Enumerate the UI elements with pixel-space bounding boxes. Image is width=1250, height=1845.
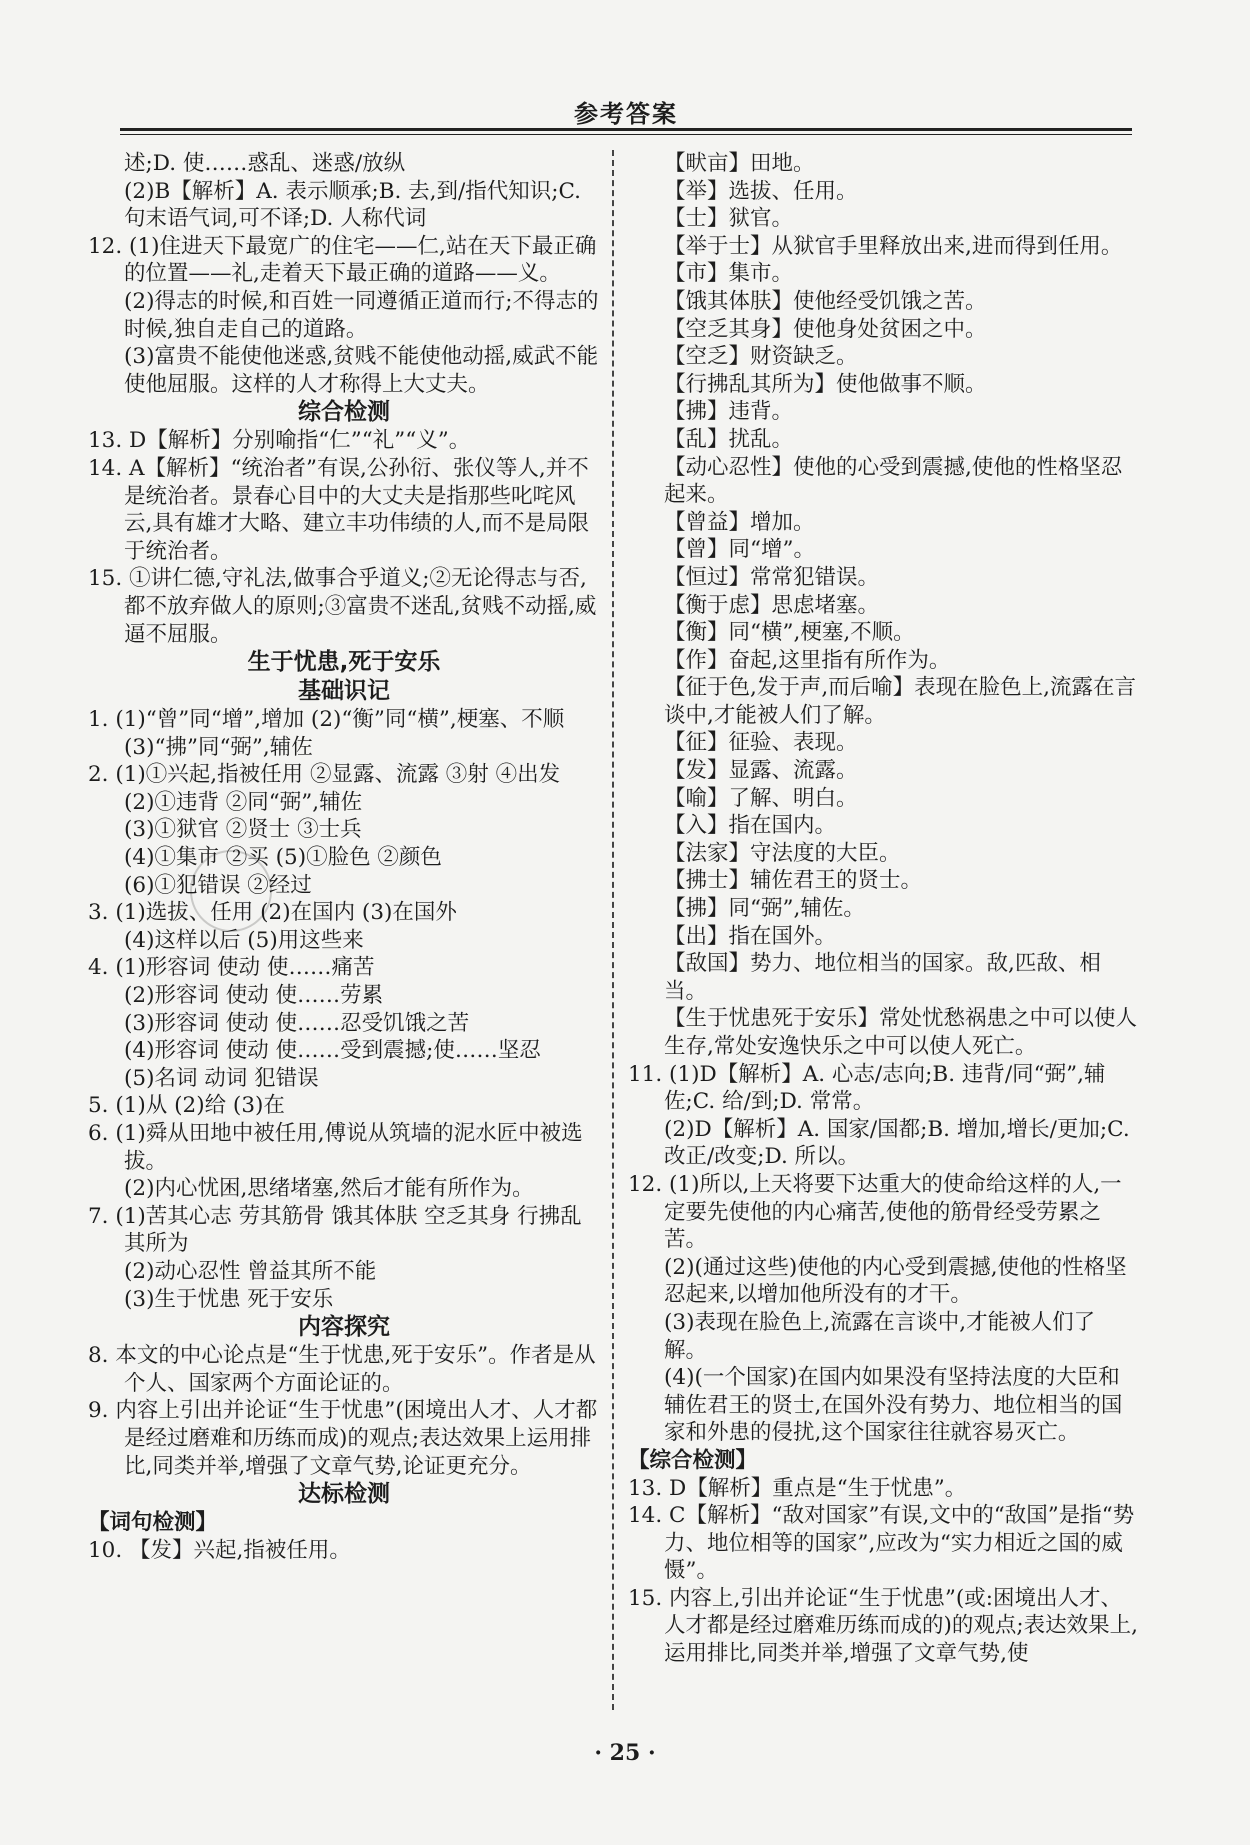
answer-item: 2. (1)①兴起,指被任用 ②显露、流露 ③射 ④出发 [88, 762, 561, 788]
answer-subitem: 【恒过】常常犯错误。 [664, 564, 880, 590]
answer-subitem: 【空乏】财资缺乏。 [664, 344, 858, 370]
answer-subitem: 【入】指在国内。 [664, 813, 837, 839]
answer-item: 15. ①讲仁德,守礼法,做事合乎道义;②无论得志与否,都不放弃做人的原则;③富贵不迷乱,贫贱不动摇,威逼不屈服。 [88, 566, 597, 647]
answer-subitem: 【拂】违背。 [664, 399, 794, 425]
answer-subitem: 【行拂乱其所为】使他做事不顺。 [664, 371, 987, 397]
answer-item: 4. (1)形容词 使动 使……痛苦 [88, 955, 375, 981]
answer-subitem: (3)“拂”同“弼”,辅佐 [124, 734, 313, 760]
section-heading: 综合检测 [298, 399, 390, 426]
answer-item: 10. 【发】兴起,指被任用。 [88, 1537, 351, 1563]
answer-subitem: 【衡】同“横”,梗塞,不顺。 [664, 620, 915, 646]
gloss-item: 【生于忧患死于安乐】常处忧愁祸患之中可以使人生存,常处安逸快乐之中可以使人死亡。 [664, 1006, 1138, 1059]
header-title: 参考答案 [574, 99, 678, 128]
answer-subitem: 【市】集市。 [664, 261, 794, 287]
answer-subitem: 【空乏其身】使他身处贫困之中。 [664, 316, 987, 342]
right-column [628, 150, 1138, 1668]
answer-item: 14. A【解析】“统治者”有误,公孙衍、张仪等人,并不是统治者。景春心目中的大丈夫是指那些叱咤风云,具有雄才大略、建立丰功伟绩的人,而不是局限于统治者。 [88, 455, 590, 564]
answer-subitem: (2)①违背 ②同“弼”,辅佐 [124, 789, 363, 815]
answer-item: 6. (1)舜从田地中被任用,傅说从筑墙的泥水匠中被选拔。 [88, 1121, 583, 1174]
page-header [120, 88, 1132, 136]
answer-subitem: (2)D【解析】A. 国家/国都;B. 增加,增长/更加;C. 改正/改变;D. 所以。 [664, 1116, 1130, 1170]
answer-subitem: 【拂】同“弼”,辅佐。 [664, 896, 865, 922]
answer-subitem: (6)①犯错误 ②经过 [124, 872, 312, 898]
answer-subitem: (3)生于忧患 死于安乐 [124, 1286, 334, 1312]
answer-item: 9. 内容上引出并论证“生于忧患”(困境出人才、人才都是经过磨难和历练而成)的观点;表达效果上运用排比,同类并举,增强了文章气势,论证更充分。 [88, 1398, 598, 1479]
answer-subitem: 【敌国】势力、地位相当的国家。敌,匹敌、相当。 [664, 951, 1101, 1004]
answer-subitem: (4)(一个国家)在国内如果没有坚持法度的大臣和辅佐君王的贤士,在国外没有势力、地位相当的国家和外患的侵扰,这个国家往往就容易灭亡。 [664, 1365, 1123, 1446]
answer-subitem: 【拂士】辅佐君王的贤士。 [664, 868, 923, 894]
answer-item: 5. (1)从 (2)给 (3)在 [88, 1093, 285, 1119]
subsection-heading: 【词句检测】 [88, 1510, 218, 1536]
answer-item: 14. C【解析】“敌对国家”有误,文中的“敌国”是指“势力、地位相等的国家”,应改为“实力相近之国的威慑”。 [628, 1503, 1135, 1584]
answer-subitem: (3)形容词 使动 使……忍受饥饿之苦 [124, 1010, 470, 1036]
gloss-item: 【动心忍性】使他的心受到震撼,使他的性格坚忍起来。 [664, 454, 1123, 508]
answer-subitem: (5)名词 动词 犯错误 [124, 1065, 319, 1091]
answer-item: 15. 内容上,引出并论证“生于忧患”(或:困境出人才、人才都是经过磨难历练而成的)的观点;表达效果上,运用排比,同类并举,增强了文章气势,使 [628, 1585, 1138, 1667]
answer-subitem: 【衡于虑】思虑堵塞。 [664, 592, 880, 618]
answer-subitem: 【畎亩】田地。 [664, 151, 815, 176]
answer-subitem: 【喻】了解、明白。 [664, 785, 858, 811]
answer-subitem: 【出】指在国外。 [664, 923, 837, 949]
answer-item: 11. (1)D【解析】A. 心志/志向;B. 违背/同“弼”,辅佐;C. 给/到;D. 常常。 [628, 1061, 1106, 1115]
answer-item: 1. (1)“曾”同“增”,增加 (2)“衡”同“横”,梗塞、不顺 [88, 707, 565, 733]
answer-item: 12. (1)所以,上天将要下达重大的使命给这样的人,一定要先使他的内心痛苦,使他的筋骨经受劳累之苦。 [628, 1171, 1122, 1253]
answer-subitem: 【饿其体肤】使他经受饥饿之苦。 [664, 288, 987, 314]
answer-subitem: 【曾益】增加。 [664, 509, 815, 535]
answer-subitem: (2)(通过这些)使他的内心受到震撼,使他的性格坚忍起来,以增加他所没有的才干。 [664, 1254, 1127, 1308]
answer-subitem: (2)内心忧困,思绪堵塞,然后才能有所作为。 [124, 1176, 534, 1202]
page-number: · 25 · [594, 1740, 656, 1766]
column-divider [612, 150, 614, 1710]
answer-item: 8. 本文的中心论点是“生于忧患,死于安乐”。作者是从个人、国家两个方面论证的。 [88, 1343, 596, 1396]
answer-subitem: 【举】选拔、任用。 [664, 178, 858, 204]
section-heading: 基础识记 [298, 678, 390, 705]
answer-subitem: (4)这样以后 (5)用这些来 [124, 927, 364, 953]
answer-subitem: (3)富贵不能使他迷惑,贫贱不能使他动摇,威武不能使他屈服。这样的人才称得上大丈夫。 [124, 344, 599, 397]
answer-subitem: (2)得志的时候,和百姓一同遵循正道而行;不得志的时候,独自走自己的道路。 [124, 288, 599, 342]
header-rule-thick [120, 128, 1132, 131]
answer-subitem: (3)表现在脸色上,流露在言谈中,才能被人们了解。 [664, 1309, 1096, 1363]
gloss-item: 【征于色,发于声,而后喻】表现在脸色上,流露在言谈中,才能被人们了解。 [664, 675, 1137, 728]
section-heading: 生于忧患,死于安乐 [247, 649, 441, 676]
answer-subitem: 【士】狱官。 [664, 206, 794, 232]
answer-subitem: (3)①狱官 ②贤士 ③士兵 [124, 817, 362, 843]
answer-subitem: (2)动心忍性 曾益其所不能 [124, 1258, 377, 1284]
answer-subitem: 【乱】扰乱。 [664, 426, 794, 452]
answer-subitem: 述;D. 使……惑乱、迷惑/放纵 [124, 151, 406, 176]
answer-item: 3. (1)选拔、任用 (2)在国内 (3)在国外 [88, 900, 457, 926]
subsection-heading: 【综合检测】 [628, 1447, 758, 1473]
left-column [88, 150, 600, 1564]
answer-subitem: 【征】征验、表现。 [664, 730, 858, 756]
section-heading: 内容探究 [298, 1314, 390, 1341]
answer-subitem: (2)形容词 使动 使……劳累 [124, 983, 384, 1009]
answer-subitem: (2)B【解析】A. 表示顺承;B. 去,到/指代知识;C. 句末语气词,可不译;D. 人称代词 [124, 178, 582, 232]
answer-item: 13. D【解析】分别喻指“仁”“礼”“义”。 [88, 428, 471, 454]
answer-item: 13. D【解析】重点是“生于忧患”。 [628, 1475, 967, 1501]
answer-subitem: (4)①集市 ②买 (5)①脸色 ②颜色 [124, 845, 442, 871]
section-heading: 达标检测 [298, 1481, 390, 1508]
answer-subitem: 【法家】守法度的大臣。 [664, 840, 901, 866]
answer-subitem: 【发】显露、流露。 [664, 758, 858, 784]
answer-subitem: 【举于士】从狱官手里释放出来,进而得到任用。 [664, 233, 1123, 259]
header-rule-thin [120, 134, 1132, 135]
answer-subitem: 【作】奋起,这里指有所作为。 [664, 647, 951, 673]
answer-item: 12. (1)住进天下最宽广的住宅——仁,站在天下最正确的位置——礼,走着天下最正确的道路——义。 [88, 233, 597, 287]
answer-subitem: (4)形容词 使动 使……受到震撼;使……坚忍 [124, 1038, 541, 1064]
answer-item: 7. (1)苦其心志 劳其筋骨 饿其体肤 空乏其身 行拂乱其所为 [88, 1203, 582, 1257]
answer-subitem: 【曾】同“增”。 [664, 537, 815, 563]
